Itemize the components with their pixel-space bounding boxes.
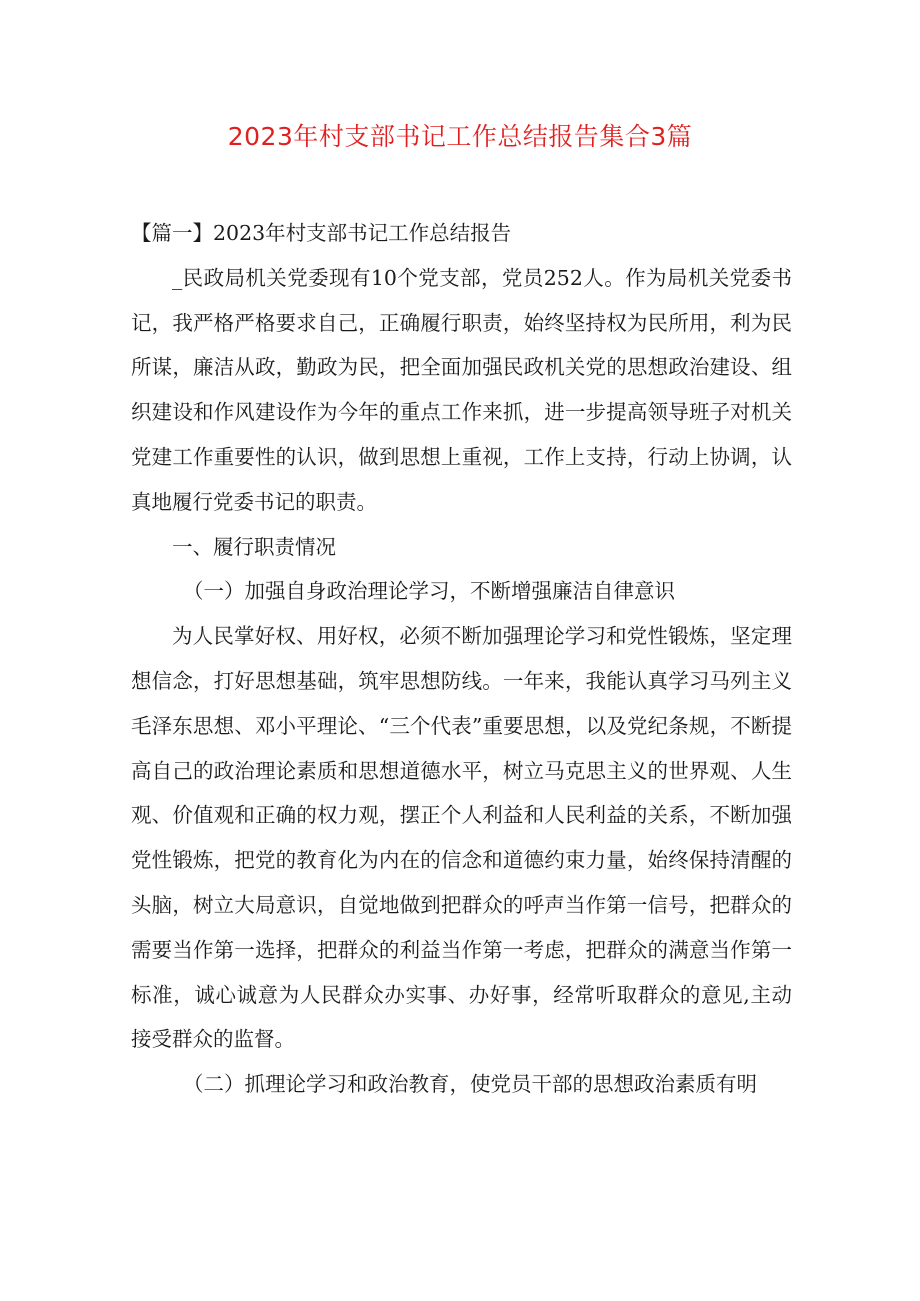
subheading-duty-status: 一、履行职责情况 xyxy=(172,534,336,559)
paragraph-intro: _民政局机关党委现有10个党支部，党员252人。作为局机关党委书记，我严格严格要求自己，正确履行职责，始终坚持权为民所用，利为民所谋，廉洁从政，勤政为民，把全面加强民政机关党的思想政治建设、组织建设和作风建设作为今年的重点工作来抓，进一步提高领导班子对机关党建工作重要性的认识，做到思想上重视，工作上支持，行动上协调，认真地履行党委书记的职责。 xyxy=(131,265,792,514)
document-body xyxy=(131,211,792,1107)
subheading-political-study: （一）加强自身政治理论学习，不断增强廉洁自律意识 xyxy=(183,579,675,604)
subheading-theory-education: （二）抓理论学习和政治教育，使党员干部的思想政治素质有明 xyxy=(183,1072,757,1097)
document-title: 2023年村支部书记工作总结报告集合3篇 xyxy=(227,122,693,151)
section-heading: 【篇一】2023年村支部书记工作总结报告 xyxy=(131,221,512,245)
paragraph-political-study: 为人民掌好权、用好权，必须不断加强理论学习和党性锻炼，坚定理想信念，打好思想基础，筑牢思想防线。一年来，我能认真学习马列主义毛泽东思想、邓小平理论、“三个代表”重要思想，以及党纪条规，不断提高自己的政治理论素质和思想道德水平，树立马克思主义的世界观、人生观、价值观和正确的权力观，摆正个人利益和人民利益的关系，不断加强党性锻炼，把党的教育化为内在的信念和道德约束力量，始终保持清醒的头脑，树立大局意识，自觉地做到把群众的呼声当作第一信号，把群众的需要当作第一选择，把群众的利益当作第一考虑，把群众的满意当作第一标准，诚心诚意为人民群众办实事、办好事，经常听取群众的意见,主动接受群众的监督。 xyxy=(131,624,792,1052)
